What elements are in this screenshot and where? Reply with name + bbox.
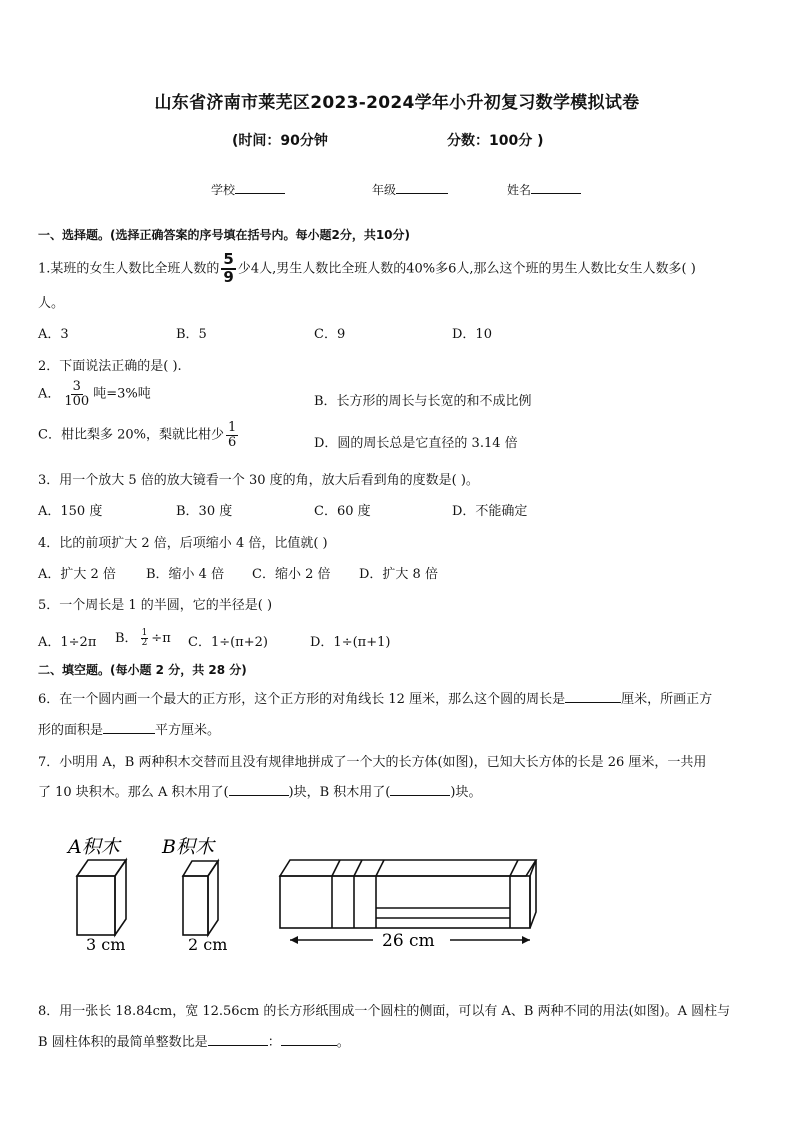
grade-blank [396, 193, 448, 194]
exam-score: 分数：100分 ) [447, 133, 544, 149]
question-8-line2 [38, 1031, 350, 1050]
q2-option-c-num: 1 [227, 420, 237, 435]
q3-option-c: C．60 度 [314, 504, 371, 519]
school-field [211, 181, 285, 198]
q1-option-d: D．10 [452, 327, 492, 342]
question-6-line1 [38, 688, 712, 707]
q7-text-1: 了 10 块积木。那么 A 积木用了( [38, 785, 229, 800]
question-5: 5．一个周长是 1 的半圆，它的半径是( ) [38, 598, 273, 613]
q5-option-b-fraction [140, 629, 150, 649]
q5-option-b-text: ÷π [151, 631, 171, 646]
q1-line2: 人。 [38, 296, 65, 311]
question-6-line2 [38, 719, 220, 738]
q1-text-pre: 1.某班的女生人数比全班人数的 [38, 261, 220, 277]
q1-frac-num: 5 [223, 250, 234, 268]
q7-text-2: )块，B 积木用了( [288, 785, 391, 800]
question-1 [38, 252, 696, 286]
q4-option-c: C．缩小 2 倍 [252, 567, 331, 582]
building-blocks-figure [40, 826, 570, 958]
q2-option-a-num: 3 [72, 379, 81, 394]
q5-option-b-den: 2 [141, 638, 148, 648]
block-a-shape [77, 860, 126, 935]
question-7-line1: 7．小明用 A，B 两种积木交替而且没有规律地拼成了一个大的长方体(如图)，已知大长方体的长是 26 厘米，一共用 [38, 755, 707, 770]
school-blank [235, 193, 285, 194]
block-b-width: 2 cm [188, 935, 228, 954]
question-3: 3．用一个放大 5 倍的放大镜看一个 30 度的角，放大后看到角的度数是( )。 [38, 473, 479, 488]
q8-answer-blank-1[interactable] [208, 1045, 268, 1046]
question-8-line1: 8．用一张长 18.84cm，宽 12.56cm 的长方形纸围成一个圆柱的侧面，可以有 A、B 两种不同的用法(如图)。A 圆柱与 [38, 1004, 731, 1019]
q8-text-2: ： [267, 1035, 281, 1050]
question-2: 2．下面说法正确的是( ). [38, 359, 182, 374]
q8-text-1: B 圆柱体积的最简单整数比是 [38, 1035, 208, 1050]
q1-option-b: B．5 [176, 327, 207, 342]
grade-label: 年级 [372, 183, 397, 197]
name-field [507, 181, 581, 198]
block-a-label: A积木 [68, 836, 120, 858]
section1-heading: 一、选择题。(选择正确答案的序号填在括号内。每小题2分，共10分) [38, 228, 411, 242]
q6-answer-blank-2[interactable] [103, 733, 155, 734]
block-b-shape [183, 861, 218, 935]
large-cuboid-shape [280, 860, 536, 928]
q5-option-b-num: 1 [141, 627, 148, 638]
q5-option-d: D．1÷(π+1) [310, 635, 391, 650]
q3-option-b: B．30 度 [176, 504, 233, 519]
q7-text-3: )块。 [450, 785, 482, 800]
grade-field [372, 181, 448, 198]
question-4: 4．比的前项扩大 2 倍，后项缩小 4 倍，比值就( ) [38, 536, 328, 551]
q2-option-c [38, 421, 240, 449]
q2-option-d: D．圆的周长总是它直径的 3.14 倍 [314, 436, 518, 451]
q1-option-a: A．3 [38, 327, 69, 342]
section2-heading: 二、填空题。(每小题 2 分，共 28 分) [38, 663, 247, 677]
q1-fraction [221, 252, 235, 286]
exam-title: 山东省济南市莱芜区2023-2024学年小升初复习数学模拟试卷 [154, 93, 640, 113]
q2-option-a-den: 100 [64, 393, 90, 409]
question-7-line2 [38, 781, 481, 800]
q4-option-d: D．扩大 8 倍 [359, 567, 438, 582]
q5-option-b-prefix: B． [115, 631, 138, 646]
block-a-width: 3 cm [86, 935, 126, 954]
q6-text-1: 6．在一个圆内画一个最大的正方形，这个正方形的对角线长 12 厘米，那么这个圆的周长是 [38, 692, 566, 707]
q7-answer-blank-b[interactable] [390, 795, 450, 796]
q2-option-c-den: 6 [227, 434, 237, 450]
q3-option-a: A．150 度 [38, 504, 103, 519]
q2-option-a-fraction [62, 380, 91, 408]
q4-option-a: A．扩大 2 倍 [38, 567, 116, 582]
q4-option-b: B．缩小 4 倍 [146, 567, 225, 582]
q2-option-b: B．长方形的周长与长宽的和不成比例 [314, 394, 532, 409]
q6-text-4: 平方厘米。 [155, 723, 221, 738]
q8-text-3: 。 [336, 1035, 350, 1050]
q5-option-a: A．1÷2π [38, 635, 97, 650]
q2-option-a-prefix: A． [38, 386, 61, 402]
q5-option-c: C．1÷(π+2) [188, 635, 268, 650]
q6-text-2: 厘米，所画正方 [621, 692, 713, 707]
school-label: 学校 [211, 183, 236, 197]
q2-option-a-text: 吨=3%吨 [93, 386, 151, 402]
total-length-label: 26 cm [382, 931, 435, 951]
q2-option-c-fraction [226, 421, 238, 449]
q6-answer-blank-1[interactable] [565, 702, 621, 703]
q5-option-b [115, 627, 171, 648]
q2-option-a [38, 380, 151, 408]
q1-frac-den: 9 [223, 267, 234, 286]
q3-option-d: D．不能确定 [452, 504, 528, 519]
block-b-label: B积木 [162, 836, 214, 858]
q7-answer-blank-a[interactable] [229, 795, 289, 796]
q1-text-post: 少4人,男生人数比全班人数的40%多6人,那么这个班的男生人数比女生人数多( ) [237, 261, 696, 277]
q8-answer-blank-2[interactable] [281, 1045, 337, 1046]
q2-option-c-text: C．柑比梨多 20%，梨就比柑少 [38, 427, 224, 443]
q1-option-c: C．9 [314, 327, 346, 342]
exam-time: (时间：90分钟 [232, 133, 328, 149]
name-blank [531, 193, 581, 194]
q6-text-3: 形的面积是 [38, 723, 104, 738]
name-label: 姓名 [507, 183, 532, 197]
